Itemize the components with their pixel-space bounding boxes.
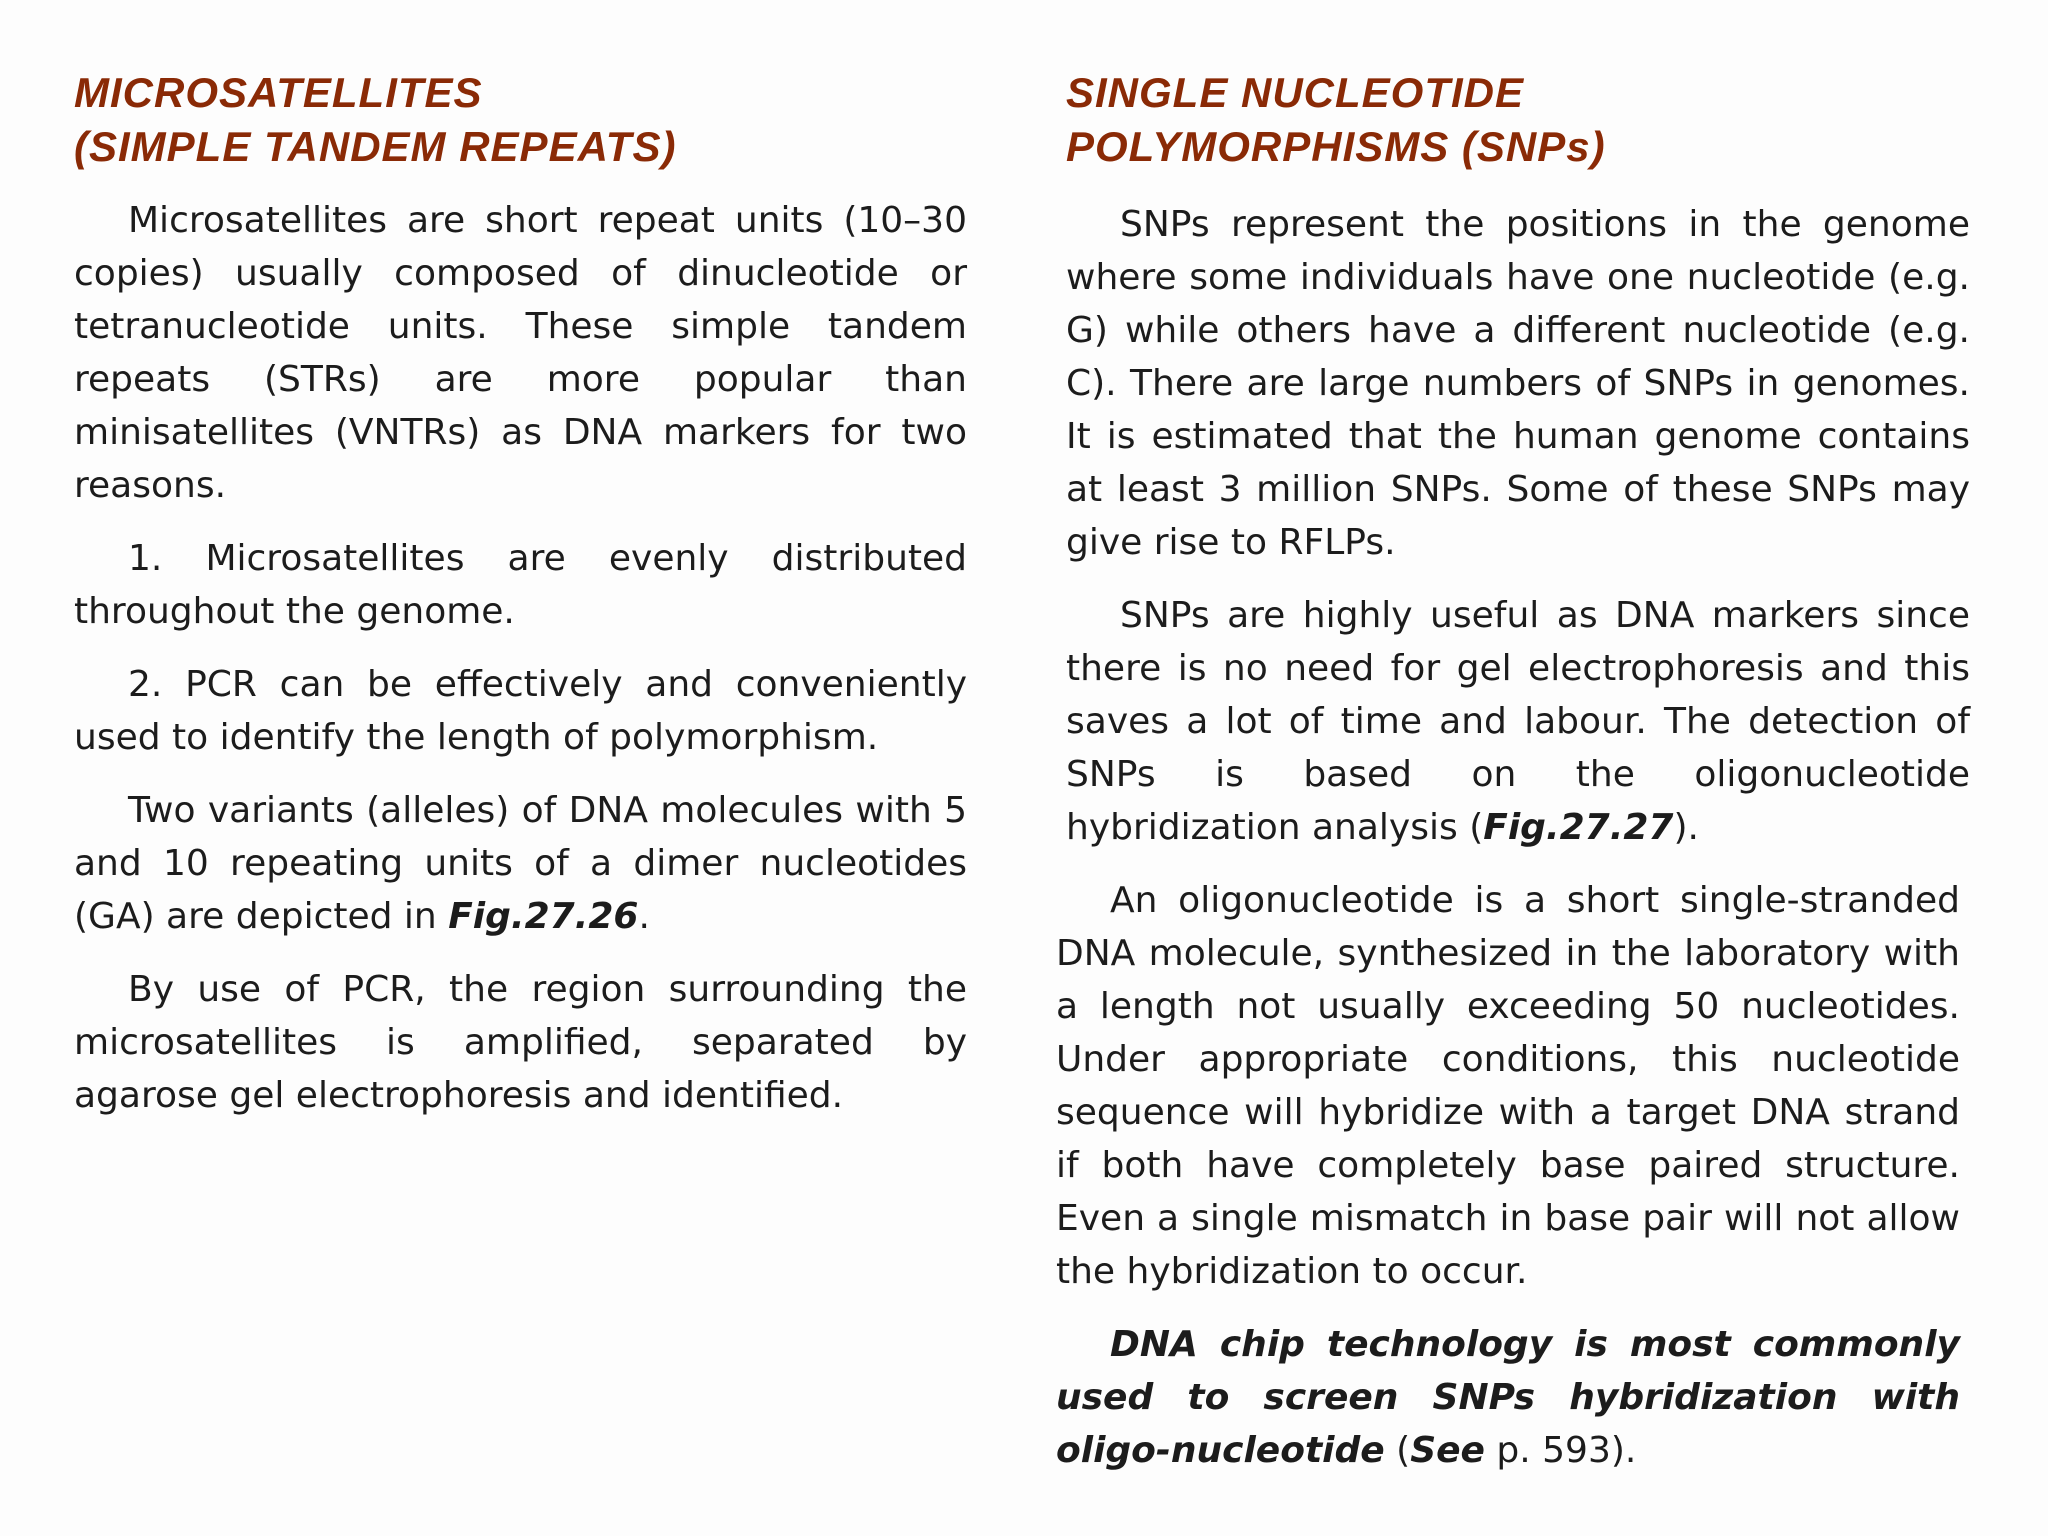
paragraph: By use of PCR, the region surrounding the microsatellites is amplified, separated by agarose gel electrophoresis and identified. [74,969,967,1116]
see-reference: See [1410,1430,1485,1471]
paragraph-text: p. 593). [1484,1430,1637,1471]
snps-heading [1066,66,1970,174]
paragraph-text: . [638,896,650,937]
figure-reference: Fig.27.27 [1483,807,1674,848]
heading-line: POLYMORPHISMS (SNPs) [1066,123,1606,170]
right-column [1056,66,1970,1497]
figure-reference: Fig.27.26 [448,896,639,937]
emphasis-text: DNA chip technology is most commonly used to screen SNPs hybridization with oligo-nucleotide [1056,1324,1960,1471]
paragraph: SNPs represent the positions in the genome where some individuals have one nucleotide (e.g. G) while others have a different nucleotide (e.g. C). There are large numbers of SNPs in genomes. It is estimated that the human genome contains at least 3 million SNPs. Some of these SNPs may give rise to RFLPs. [1066,204,1970,563]
paragraph [1056,1318,1960,1477]
paragraph-text: ( [1384,1430,1411,1471]
microsatellites-heading [74,66,967,174]
paragraph-text: Two variants (alleles) of DNA molecules with 5 and 10 repeating units of a dimer nucleotides (GA) are depicted in [74,790,967,937]
heading-line: SINGLE NUCLEOTIDE [1066,69,1525,116]
heading-line: MICROSATELLITES [74,69,483,116]
paragraph [74,784,967,943]
paragraph-text: SNPs are highly useful as DNA markers since there is no need for gel electrophoresis and this saves a lot of time and labour. The detection of SNPs is based on the oligonucleotide hybridization analysis ( [1066,595,1970,848]
paragraph: 2. PCR can be effectively and conveniently used to identify the length of polymorphism. [74,664,967,758]
left-column [74,66,967,1142]
paragraph [1066,589,1970,854]
paragraph-text: ). [1673,807,1699,848]
paragraph: An oligonucleotide is a short single-stranded DNA molecule, synthesized in the laboratory with a length not usually exceeding 50 nucleotides. Under appropriate conditions, this nucleotide sequence will hybridize with a target DNA strand if both have completely base paired structure. Even a single mismatch in base pair will not allow the hybridization to occur. [1056,880,1960,1292]
heading-line: (SIMPLE TANDEM REPEATS) [74,123,677,170]
paragraph: 1. Microsatellites are evenly distributed throughout the genome. [74,538,967,632]
paragraph: Microsatellites are short repeat units (10–30 copies) usually composed of dinucleotide or tetranucleotide units. These simple tandem repeats (STRs) are more popular than minisatellites (VNTRs) as DNA markers for two reasons. [74,200,967,506]
